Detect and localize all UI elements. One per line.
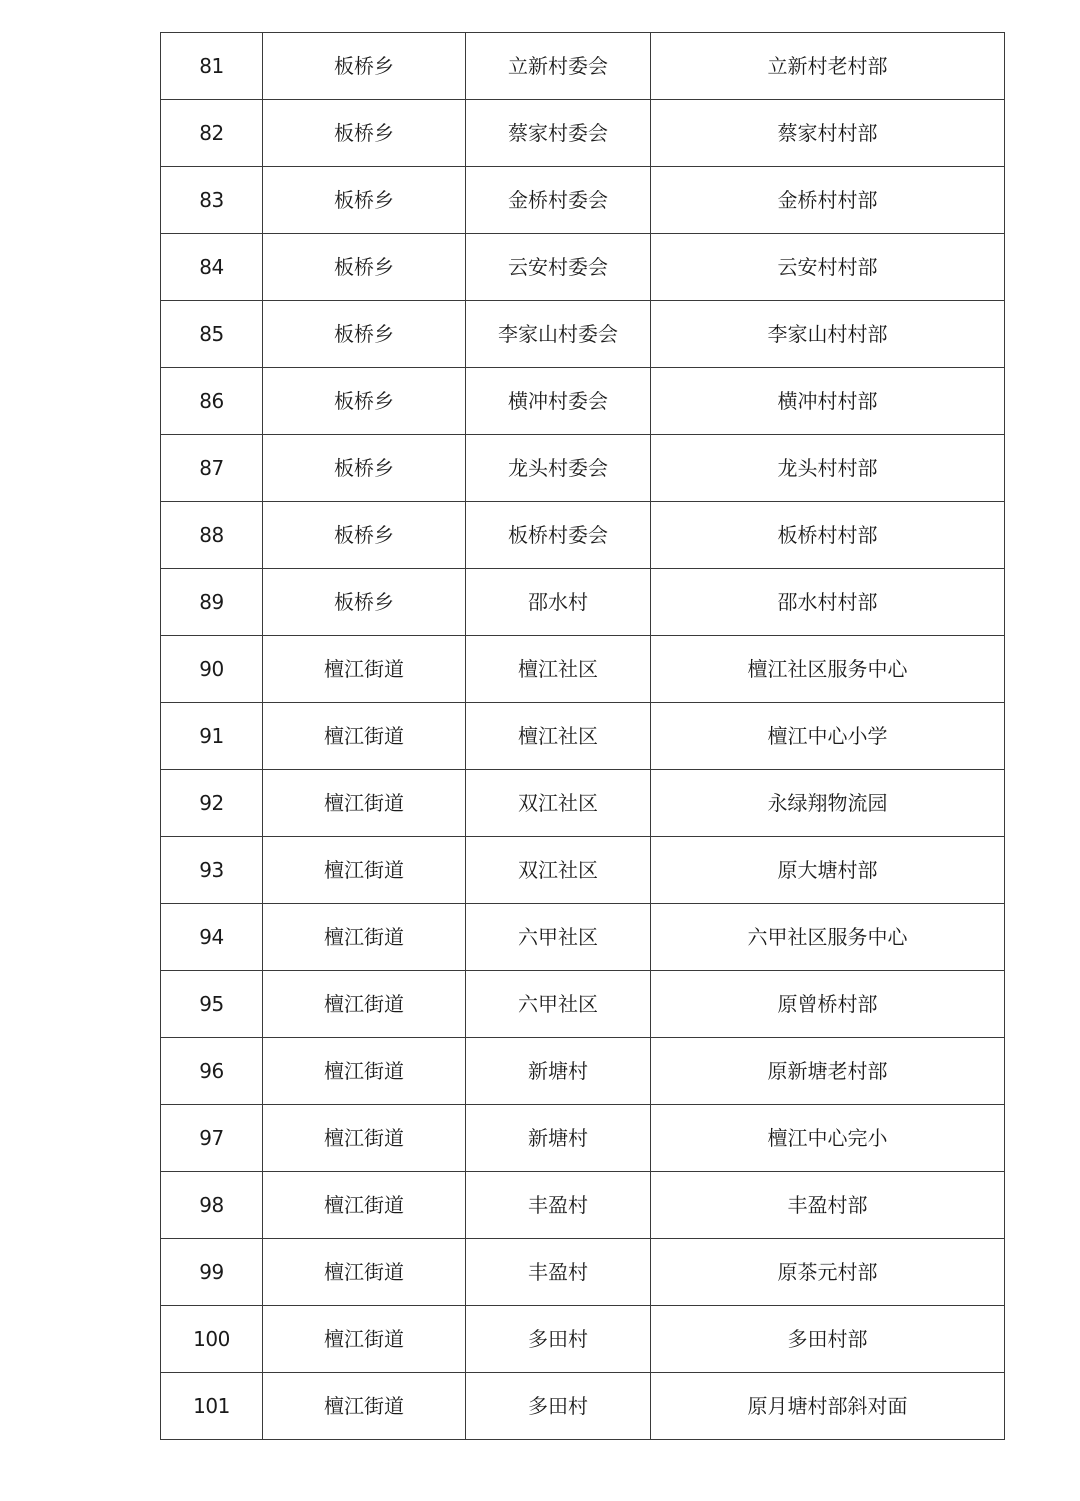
village-committee-cell: 六甲社区 — [466, 971, 651, 1038]
table-row — [161, 1038, 1005, 1105]
village-committee-cell: 双江社区 — [466, 770, 651, 837]
row-number-cell: 97 — [161, 1105, 263, 1172]
table-row — [161, 234, 1005, 301]
table-row — [161, 167, 1005, 234]
row-number-cell: 99 — [161, 1239, 263, 1306]
village-committee-cell: 金桥村委会 — [466, 167, 651, 234]
row-number-cell: 85 — [161, 301, 263, 368]
location-table — [160, 32, 1005, 1440]
township-cell: 板桥乡 — [263, 33, 466, 100]
village-committee-cell: 丰盈村 — [466, 1172, 651, 1239]
site-location-cell: 龙头村村部 — [651, 435, 1005, 502]
village-committee-cell: 双江社区 — [466, 837, 651, 904]
site-location-cell: 立新村老村部 — [651, 33, 1005, 100]
village-committee-cell: 板桥村委会 — [466, 502, 651, 569]
table-row — [161, 368, 1005, 435]
row-number-cell: 88 — [161, 502, 263, 569]
site-location-cell: 金桥村村部 — [651, 167, 1005, 234]
table-row — [161, 33, 1005, 100]
row-number-cell: 94 — [161, 904, 263, 971]
village-committee-cell: 新塘村 — [466, 1038, 651, 1105]
village-committee-cell: 六甲社区 — [466, 904, 651, 971]
village-committee-cell: 檀江社区 — [466, 636, 651, 703]
village-committee-cell: 檀江社区 — [466, 703, 651, 770]
row-number-cell: 95 — [161, 971, 263, 1038]
village-committee-cell: 丰盈村 — [466, 1239, 651, 1306]
row-number-cell: 98 — [161, 1172, 263, 1239]
township-cell: 板桥乡 — [263, 234, 466, 301]
site-location-cell: 檀江中心完小 — [651, 1105, 1005, 1172]
village-committee-cell: 邵水村 — [466, 569, 651, 636]
table-row — [161, 971, 1005, 1038]
row-number-cell: 87 — [161, 435, 263, 502]
site-location-cell: 原茶元村部 — [651, 1239, 1005, 1306]
table-row — [161, 1105, 1005, 1172]
site-location-cell: 横冲村村部 — [651, 368, 1005, 435]
row-number-cell: 101 — [161, 1373, 263, 1440]
table-row — [161, 301, 1005, 368]
site-location-cell: 李家山村村部 — [651, 301, 1005, 368]
village-committee-cell: 横冲村委会 — [466, 368, 651, 435]
row-number-cell: 83 — [161, 167, 263, 234]
table-row — [161, 837, 1005, 904]
row-number-cell: 93 — [161, 837, 263, 904]
township-cell: 檀江街道 — [263, 703, 466, 770]
row-number-cell: 100 — [161, 1306, 263, 1373]
table-row — [161, 569, 1005, 636]
site-location-cell: 原月塘村部斜对面 — [651, 1373, 1005, 1440]
row-number-cell: 96 — [161, 1038, 263, 1105]
site-location-cell: 丰盈村部 — [651, 1172, 1005, 1239]
site-location-cell: 原曾桥村部 — [651, 971, 1005, 1038]
township-cell: 檀江街道 — [263, 1373, 466, 1440]
village-committee-cell: 多田村 — [466, 1373, 651, 1440]
village-committee-cell: 多田村 — [466, 1306, 651, 1373]
site-location-cell: 板桥村村部 — [651, 502, 1005, 569]
row-number-cell: 86 — [161, 368, 263, 435]
village-committee-cell: 龙头村委会 — [466, 435, 651, 502]
township-cell: 檀江街道 — [263, 1038, 466, 1105]
township-cell: 檀江街道 — [263, 971, 466, 1038]
site-location-cell: 檀江社区服务中心 — [651, 636, 1005, 703]
table-row — [161, 100, 1005, 167]
township-cell: 板桥乡 — [263, 167, 466, 234]
table-row — [161, 502, 1005, 569]
table-row — [161, 703, 1005, 770]
table-row — [161, 1373, 1005, 1440]
village-committee-cell: 云安村委会 — [466, 234, 651, 301]
township-cell: 檀江街道 — [263, 1306, 466, 1373]
site-location-cell: 檀江中心小学 — [651, 703, 1005, 770]
township-cell: 板桥乡 — [263, 435, 466, 502]
site-location-cell: 云安村村部 — [651, 234, 1005, 301]
township-cell: 檀江街道 — [263, 636, 466, 703]
village-committee-cell: 李家山村委会 — [466, 301, 651, 368]
site-location-cell: 原新塘老村部 — [651, 1038, 1005, 1105]
village-committee-cell: 立新村委会 — [466, 33, 651, 100]
township-cell: 板桥乡 — [263, 368, 466, 435]
table-row — [161, 1172, 1005, 1239]
site-location-cell: 原大塘村部 — [651, 837, 1005, 904]
row-number-cell: 89 — [161, 569, 263, 636]
township-cell: 檀江街道 — [263, 770, 466, 837]
row-number-cell: 81 — [161, 33, 263, 100]
township-cell: 板桥乡 — [263, 502, 466, 569]
township-cell: 檀江街道 — [263, 1172, 466, 1239]
township-cell: 檀江街道 — [263, 837, 466, 904]
village-committee-cell: 新塘村 — [466, 1105, 651, 1172]
row-number-cell: 82 — [161, 100, 263, 167]
township-cell: 板桥乡 — [263, 100, 466, 167]
village-committee-cell: 蔡家村委会 — [466, 100, 651, 167]
table-row — [161, 1239, 1005, 1306]
site-location-cell: 蔡家村村部 — [651, 100, 1005, 167]
table-body — [161, 33, 1005, 1440]
table-row — [161, 435, 1005, 502]
site-location-cell: 邵水村村部 — [651, 569, 1005, 636]
site-location-cell: 多田村部 — [651, 1306, 1005, 1373]
township-cell: 檀江街道 — [263, 1239, 466, 1306]
site-location-cell: 六甲社区服务中心 — [651, 904, 1005, 971]
table-row — [161, 1306, 1005, 1373]
row-number-cell: 91 — [161, 703, 263, 770]
township-cell: 檀江街道 — [263, 904, 466, 971]
site-location-cell: 永绿翔物流园 — [651, 770, 1005, 837]
township-cell: 檀江街道 — [263, 1105, 466, 1172]
document-page — [160, 32, 1004, 1440]
table-row — [161, 636, 1005, 703]
table-row — [161, 904, 1005, 971]
row-number-cell: 92 — [161, 770, 263, 837]
township-cell: 板桥乡 — [263, 569, 466, 636]
row-number-cell: 84 — [161, 234, 263, 301]
row-number-cell: 90 — [161, 636, 263, 703]
township-cell: 板桥乡 — [263, 301, 466, 368]
table-row — [161, 770, 1005, 837]
